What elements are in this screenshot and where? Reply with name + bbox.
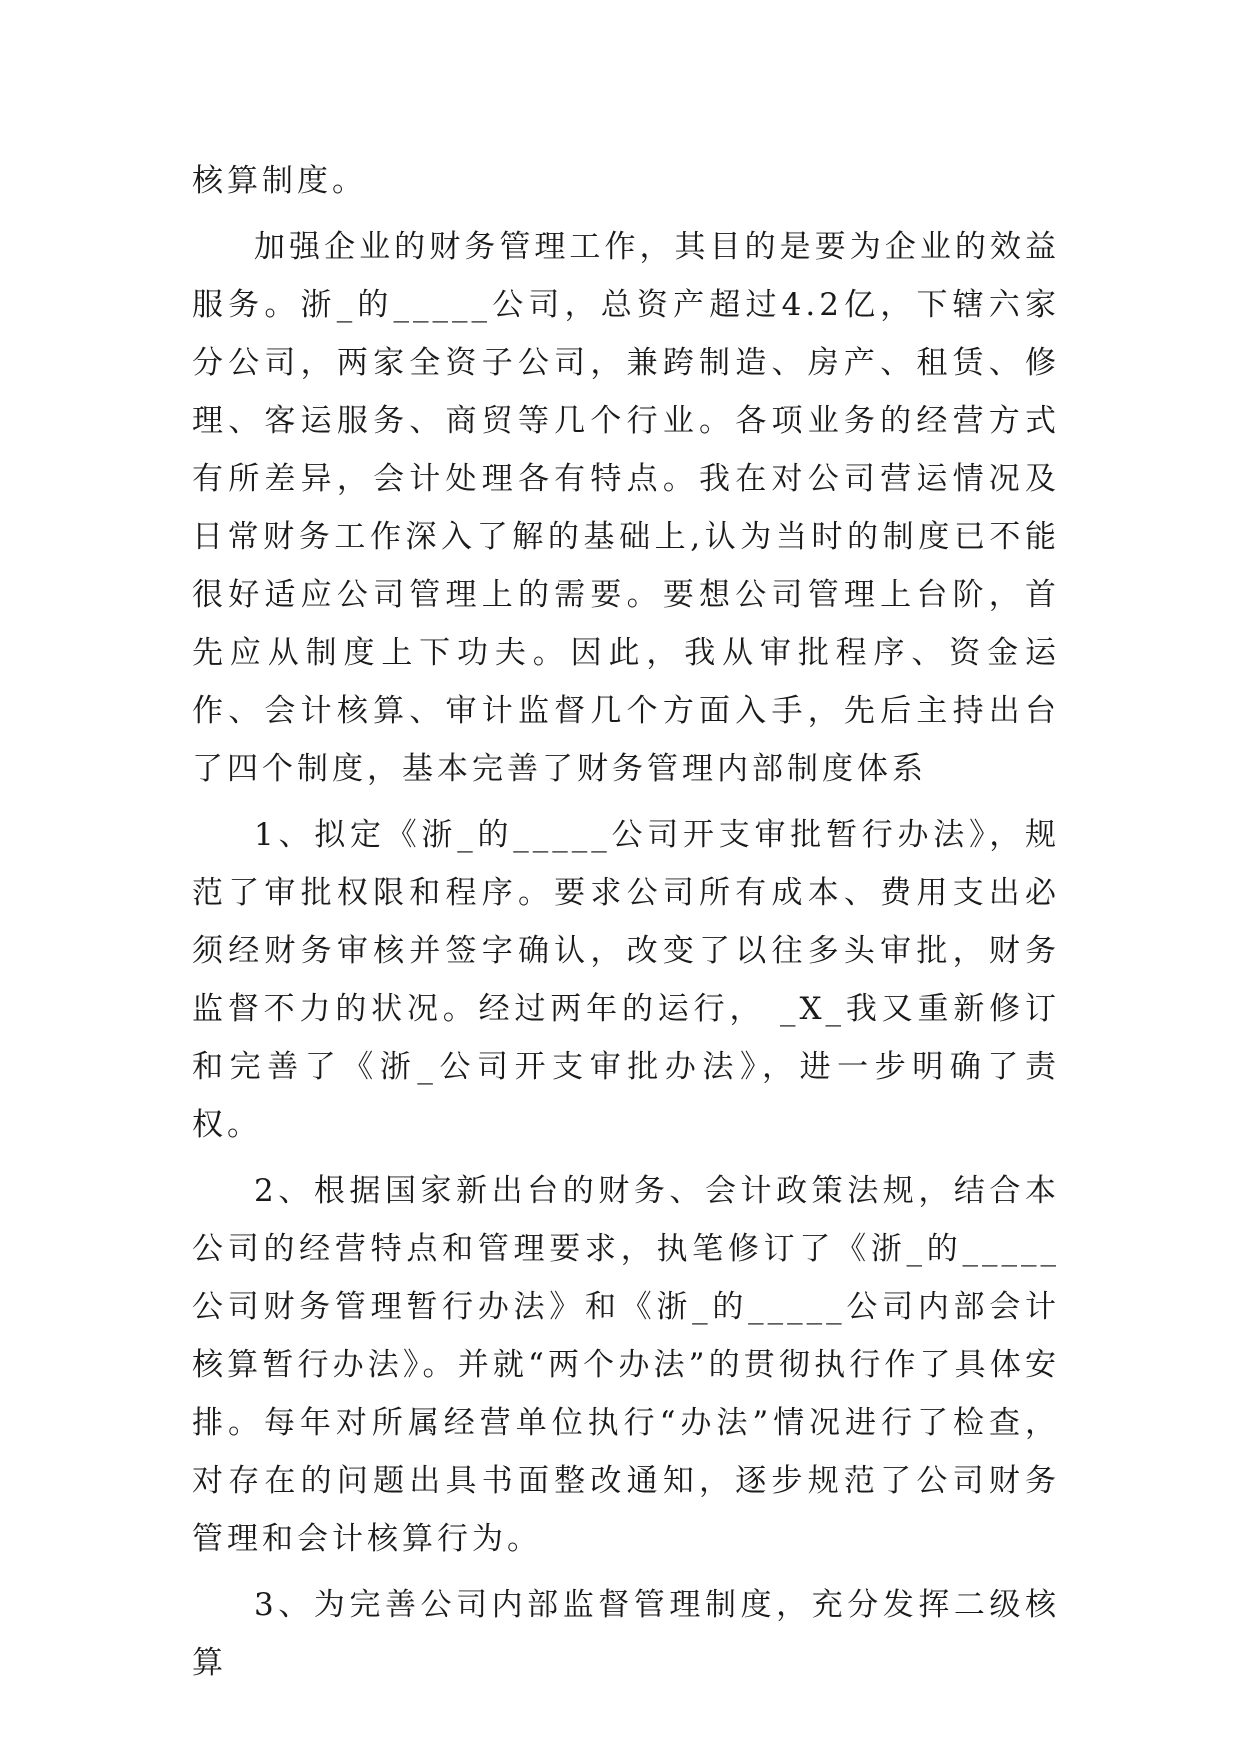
paragraph-continuation: 核算制度。: [192, 163, 367, 199]
paragraph-item-2: 2、根据国家新出台的财务、会计政策法规，结合本公司的经营特点和管理要求，执笔修订了《浙_的_____公司财务管理暂行办法》和《浙_的_____公司内部会计核算暂行办法》。并就“两个办法”的贯彻执行作了具体安排。每年对所属经营单位执行“办法”情况进行了检查，对存在的问题出具书面整改通知，逐步规范了公司财务管理和会计核算行为。: [192, 1173, 1060, 1557]
paragraph-financial-management: 加强企业的财务管理工作，其目的是要为企业的效益服务。浙_的_____公司，总资产超过4.2亿，下辖六家分公司，两家全资子公司，兼跨制造、房产、租赁、修理、客运服务、商贸等几个行业。各项业务的经营方式有所差异，会计处理各有特点。我在对公司营运情况及日常财务工作深入了解的基础上,认为当时的制度已不能很好适应公司管理上的需要。要想公司管理上台阶，首先应从制度上下功夫。因此，我从审批程序、资金运作、会计核算、审计监督几个方面入手，先后主持出台了四个制度，基本完善了财务管理内部制度体系: [192, 229, 1060, 787]
paragraph-item-1: 1、拟定《浙_的_____公司开支审批暂行办法》，规范了审批权限和程序。要求公司所有成本、费用支出必须经财务审核并签字确认，改变了以往多头审批，财务监督不力的状况。经过两年的运行， _X_我又重新修订和完善了《浙_公司开支审批办法》，进一步明确了责权。: [192, 817, 1060, 1143]
paragraph-item-3: 3、为完善公司内部监督管理制度，充分发挥二级核算: [192, 1587, 1060, 1681]
document-body: [192, 152, 1060, 1700]
